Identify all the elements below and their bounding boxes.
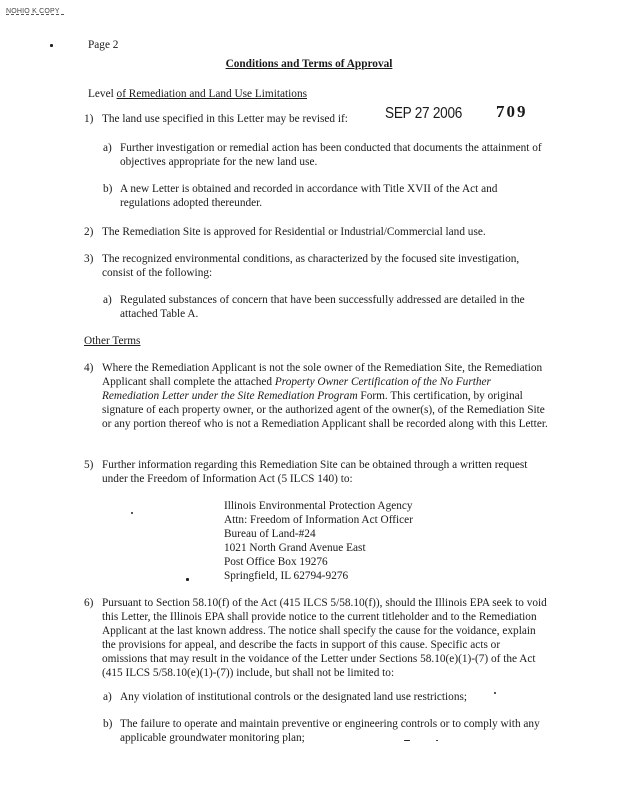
item-number: 5) (84, 459, 94, 471)
item-text: Pursuant to Section 58.10(f) of the Act (415 ILCS 5/58.10(f)), should the Illinois EPA seek to void this Letter, the Illinois EPA shall provide notice to the current titleholder and to the Remediation Applicant at the last known address. The notice shall specify the cause for the voidance, explain the provisions for appeal, and describe the facts in support of this cause. Specific acts or omissions that may result in the voidance of the Letter under Sections 58.10(e)(1)-(7) of the Act (415 ILCS 5/58.10(e)(1)-(7)) include, but shall not be limited to: (102, 597, 547, 679)
page-number: Page 2 (88, 39, 119, 51)
item-text: Further information regarding this Remediation Site can be obtained through a written request under the Freedom of Information Act (5 ILCS 140) to: (102, 459, 528, 485)
address-line: 1021 North Grand Avenue East (224, 542, 366, 554)
item-text: A new Letter is obtained and recorded in accordance with Title XVII of the Act and regulations adopted thereunder. (120, 183, 498, 209)
scan-speck (131, 512, 133, 514)
address-block (224, 499, 413, 583)
stamp-rule (6, 14, 64, 15)
section-heading-prefix: Level (88, 88, 117, 100)
scan-speck (494, 692, 496, 694)
item-letter: a) (103, 294, 112, 306)
item-text: The failure to operate and maintain preventive or engineering controls or to comply with any applicable groundwater monitoring plan; (120, 718, 540, 744)
handwritten-date: SEP 27 2006 (385, 105, 463, 122)
item-number: 2) (84, 226, 94, 238)
scan-speck (186, 578, 189, 581)
copy-stamp: NOHIO K COPY (6, 8, 60, 15)
address-line: Bureau of Land-#24 (224, 528, 316, 540)
item-text: Further investigation or remedial action has been conducted that documents the attainment of objectives appropriate for the new land use. (120, 142, 542, 168)
address-line: Attn: Freedom of Information Act Officer (224, 514, 413, 526)
page-title: Conditions and Terms of Approval (225, 58, 393, 70)
item-number: 4) (84, 362, 94, 374)
item-number: 3) (84, 253, 94, 265)
section-heading (88, 87, 307, 101)
address-line: Post Office Box 19276 (224, 556, 328, 568)
section-heading-underlined: of Remediation and Land Use Limitations (116, 88, 307, 100)
item-letter: b) (103, 718, 113, 730)
handwritten-doc-number: 709 (496, 102, 528, 121)
item-text: The Remediation Site is approved for Residential or Industrial/Commercial land use. (102, 226, 486, 238)
item-text: Any violation of institutional controls or the designated land use restrictions; (120, 691, 468, 703)
scan-speck (50, 44, 53, 47)
item-text: The land use specified in this Letter may be revised if: (102, 113, 348, 125)
scan-speck (436, 740, 438, 741)
form-title-italic: Property Owner Certification of the No Further Remediation Letter under the Site Remediation Program (102, 376, 491, 402)
item-number: 1) (84, 113, 94, 125)
item-letter: b) (103, 183, 113, 195)
other-terms-heading: Other Terms (84, 335, 141, 347)
item-text-part-2: Form. This certification, by original signature of each property owner, or the authorized agent of the owner(s), of the Remediation Site or any portion thereof who is not a Remediation Applicant shall be recorded along with this Letter. (102, 390, 548, 430)
item-letter: a) (103, 142, 112, 154)
item-text (102, 361, 548, 431)
item-text: Regulated substances of concern that have been successfully addressed are detailed in the attached Table A. (120, 294, 525, 320)
scan-speck (404, 740, 410, 741)
item-text-part-1: Where the Remediation Applicant is not the sole owner of the Remediation Site, the Remediation Applicant shall complete the attached (102, 362, 543, 388)
item-number: 6) (84, 597, 94, 609)
item-text: The recognized environmental conditions, as characterized by the focused site investigation, consist of the following: (102, 253, 520, 279)
address-line: Illinois Environmental Protection Agency (224, 500, 413, 512)
item-letter: a) (103, 691, 112, 703)
address-line: Springfield, IL 62794-9276 (224, 570, 349, 582)
